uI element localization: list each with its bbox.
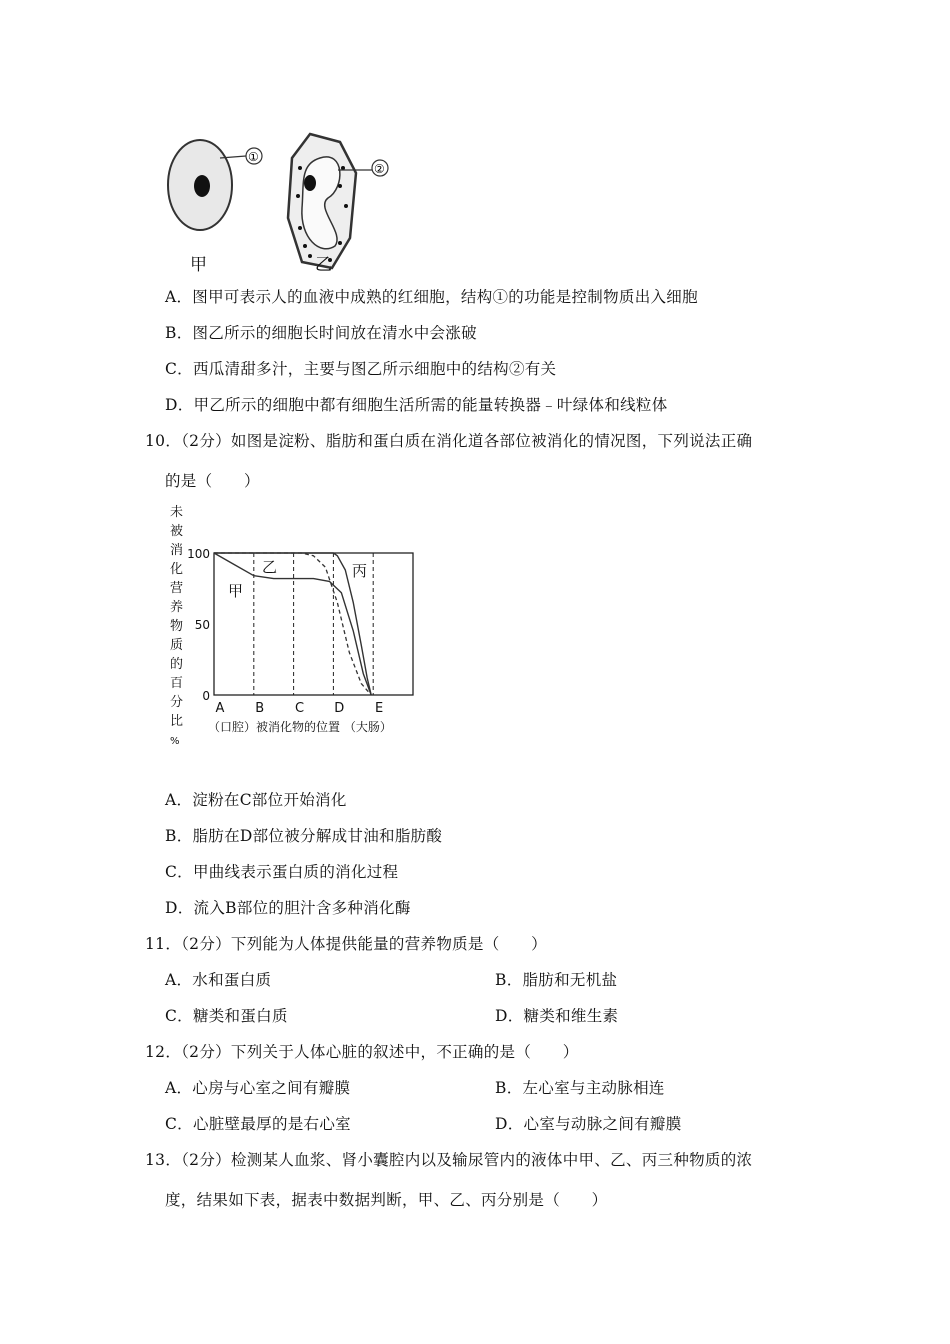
series-line-丙 — [214, 553, 371, 695]
q10-stem-line1: 10．（2分）如图是淀粉、脂肪和蛋白质在消化道各部位被消化的情况图，下列说法正确 — [145, 432, 753, 450]
plot-frame — [214, 553, 413, 695]
ylabel-char: 未 — [170, 505, 184, 520]
mark-1: ① — [248, 150, 259, 164]
ylabel-char: 比 — [170, 714, 184, 729]
ylabel-char: 质 — [170, 638, 184, 653]
q12-option-c: C．心脏壁最厚的是右心室 — [165, 1115, 351, 1133]
q9-option-b: B．图乙所示的细胞长时间放在清水中会涨破 — [165, 324, 477, 342]
q12-option-a: A．心房与心室之间有瓣膜 — [165, 1079, 351, 1097]
series-line-甲 — [214, 553, 371, 695]
xtick-label: D — [334, 701, 345, 716]
ylabel-char: 分 — [170, 695, 184, 710]
q10-option-d: D．流入B部位的胆汁含多种消化酶 — [165, 899, 411, 917]
xtick-label: E — [374, 701, 384, 716]
label-jia: 甲 — [190, 255, 208, 275]
ytick-label: 100 — [187, 547, 210, 561]
nucleus — [194, 175, 210, 197]
q13-stem-line1: 13．（2分）检测某人血浆、肾小囊腔内以及输尿管内的液体中甲、乙、丙三种物质的浓 — [145, 1151, 753, 1169]
ylabel-char: 养 — [170, 600, 184, 615]
q12-stem: 12．（2分）下列关于人体心脏的叙述中，不正确的是（ ） — [145, 1043, 579, 1061]
digestion-chart — [160, 500, 440, 760]
q9-option-c: C．西瓜清甜多汁，主要与图乙所示细胞中的结构②有关 — [165, 360, 557, 378]
ylabel-char: 化 — [170, 562, 184, 577]
q10-option-c: C．甲曲线表示蛋白质的消化过程 — [165, 863, 399, 881]
mark-2: ② — [374, 162, 385, 176]
q11-option-a: A．水和蛋白质 — [165, 971, 272, 989]
ylabel-char: 营 — [170, 581, 184, 596]
q11-option-d: D．糖类和维生素 — [495, 1007, 619, 1025]
q10-stem-line2: 的是（ ） — [165, 472, 260, 490]
q12-option-d: D．心室与动脉之间有瓣膜 — [495, 1115, 682, 1133]
ytick-label: 50 — [194, 618, 210, 632]
series-line-乙 — [214, 553, 371, 695]
q10-option-b: B．脂肪在D部位被分解成甘油和脂肪酸 — [165, 827, 443, 845]
ylabel-char: 被 — [170, 524, 184, 539]
q11-option-b: B．脂肪和无机盐 — [495, 971, 618, 989]
xtick-label: C — [294, 701, 305, 716]
ytick-label: 0 — [202, 689, 210, 703]
label-yi: 乙 — [315, 255, 333, 275]
q13-stem-line2: 度，结果如下表，据表中数据判断，甲、乙、丙分别是（ ） — [165, 1191, 608, 1209]
ylabel-char: 物 — [170, 619, 184, 634]
ylabel-char: 的 — [170, 657, 184, 672]
xtick-label: A — [215, 701, 225, 716]
q11-stem: 11．（2分）下列能为人体提供能量的营养物质是（ ） — [145, 935, 547, 953]
q9-option-a: A．图甲可表示人的血液中成熟的红细胞，结构①的功能是控制物质出入细胞 — [165, 288, 698, 306]
q9-option-d: D．甲乙所示的细胞中都有细胞生活所需的能量转换器﹣叶绿体和线粒体 — [165, 396, 668, 414]
series-label: 丙 — [352, 562, 368, 580]
q12-option-b: B．左心室与主动脉相连 — [495, 1079, 665, 1097]
series-label: 甲 — [228, 582, 244, 600]
plant-nucleus — [304, 175, 316, 191]
xaxis-caption: （口腔）被消化物的位置 （大肠） — [208, 720, 392, 734]
ylabel-char: 消 — [170, 543, 184, 558]
q11-option-c: C．糖类和蛋白质 — [165, 1007, 288, 1025]
xtick-label: B — [255, 701, 265, 716]
series-label: 乙 — [262, 558, 278, 576]
ylabel-char: 百 — [170, 676, 184, 691]
q10-option-a: A．淀粉在C部位开始消化 — [165, 791, 347, 809]
ylabel-char: % — [170, 736, 180, 747]
